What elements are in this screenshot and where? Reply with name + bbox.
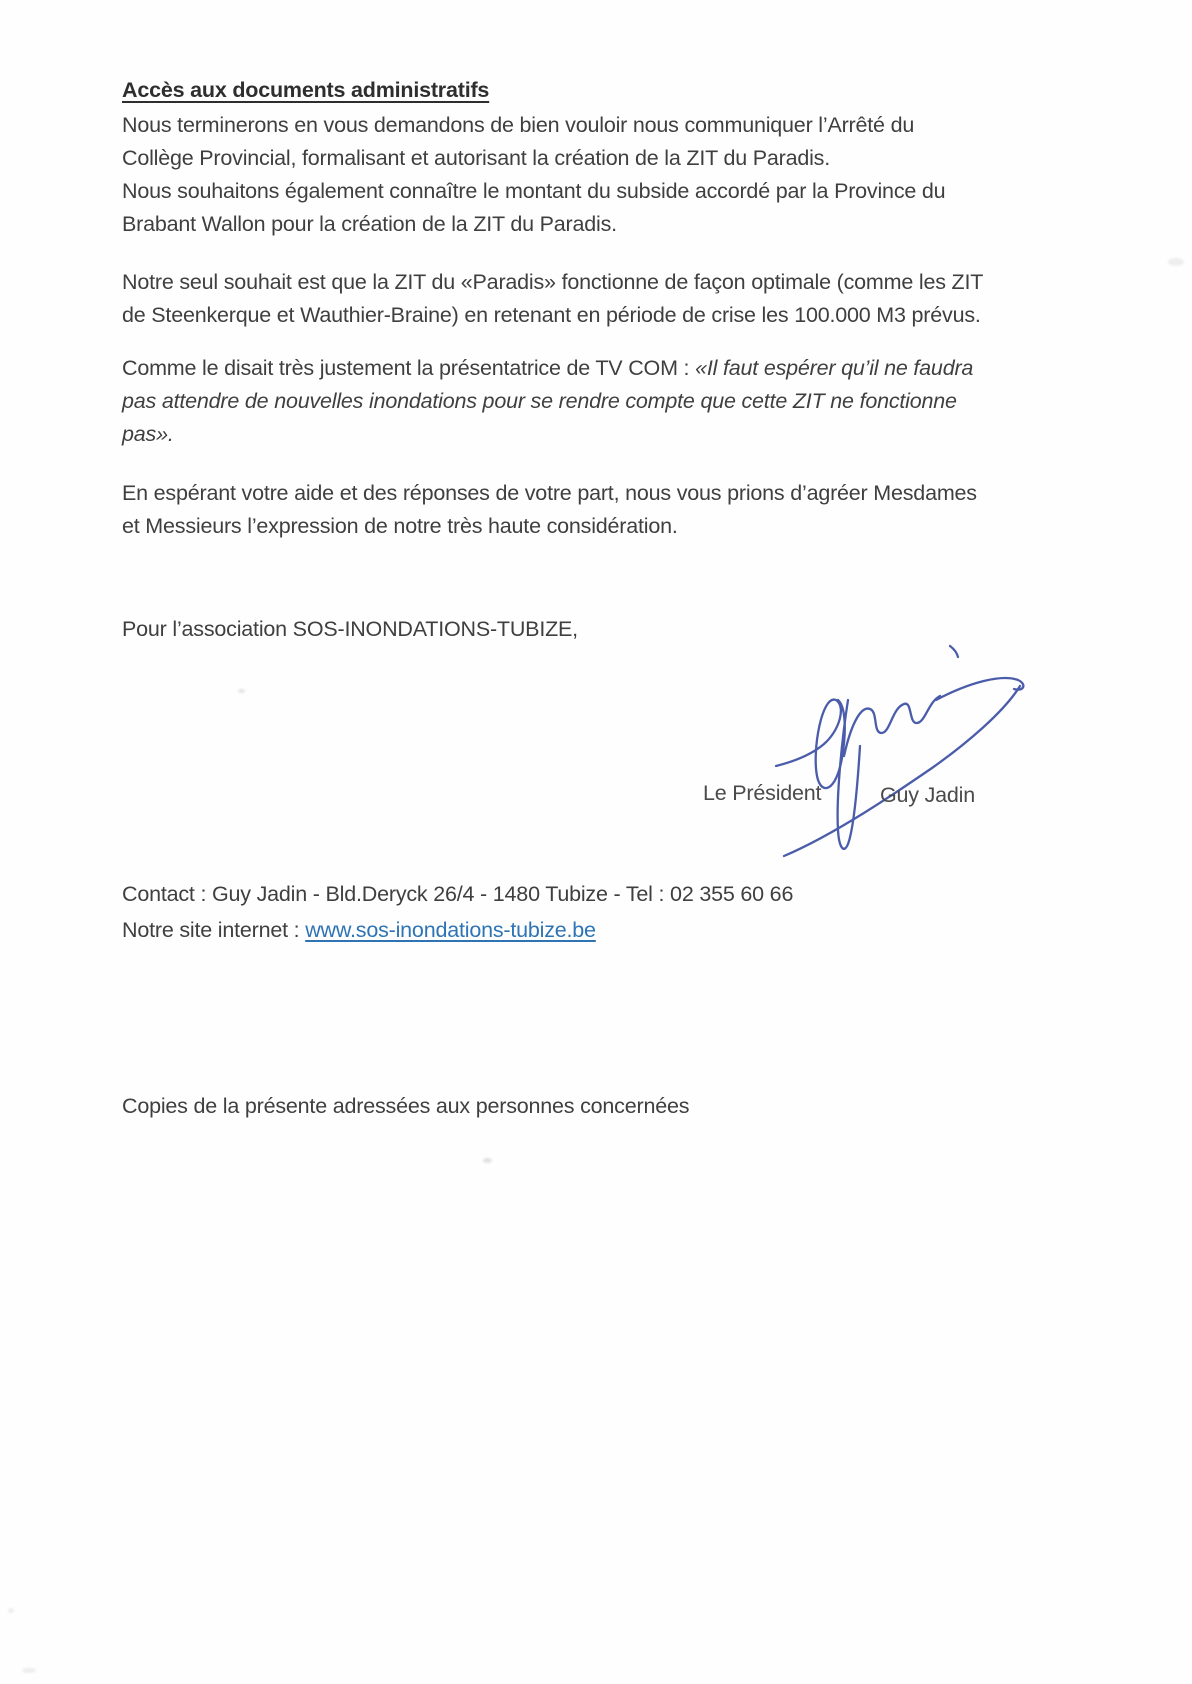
signature-stroke [784, 686, 1020, 856]
handwritten-signature [770, 638, 1030, 866]
signature-stroke [950, 646, 958, 657]
contact-line: Contact : Guy Jadin - Bld.Deryck 26/4 - 1480 Tubize - Tel : 02 355 60 66 [122, 882, 794, 906]
paragraph-tvcom-quote [122, 352, 973, 451]
copies-note: Copies de la présente adressées aux personnes concernées [122, 1094, 690, 1118]
paragraph-line: Collège Provincial, formalisant et autorisant la création de la ZIT du Paradis. [122, 146, 830, 170]
paragraph-line: Nous terminerons en vous demandons de bien vouloir nous communiquer l’Arrêté du [122, 113, 915, 137]
scan-artifact [483, 1158, 492, 1163]
scan-artifact [22, 1668, 36, 1673]
paragraph-zit-wish [122, 266, 983, 332]
paragraph-line: Nous souhaitons également connaître le montant du subside accordé par la Province du [122, 179, 946, 203]
contact-block [122, 878, 793, 947]
section-heading [122, 74, 489, 107]
signature-stroke [776, 700, 845, 789]
paragraph-line: pas». [122, 422, 174, 446]
paragraph-closing-salutation [122, 477, 977, 543]
quote-intro: Comme le disait très justement la présentatrice de TV COM : [122, 356, 696, 380]
scan-artifact [238, 689, 245, 693]
website-link[interactable]: www.sos-inondations-tubize.be [305, 918, 596, 942]
section-heading-text: Accès aux documents administratifs [122, 78, 490, 102]
signature-stroke [844, 696, 940, 756]
paragraph-line: pas attendre de nouvelles inondations pour se rendre compte que cette ZIT ne fonctionne [122, 389, 957, 413]
paragraph-line: Brabant Wallon pour la création de la ZIT du Paradis. [122, 212, 617, 236]
website-line [122, 914, 793, 947]
paragraph-line: En espérant votre aide et des réponses de votre part, nous vous prions d’agréer Mesdames [122, 481, 977, 505]
paragraph-line [122, 352, 973, 385]
president-name: Guy Jadin [880, 783, 976, 807]
quote-italic-part: «Il faut espérer qu’il ne faudra [695, 356, 974, 380]
scan-artifact [1168, 258, 1184, 266]
website-label: Notre site internet : [122, 918, 306, 942]
signature-stroke [936, 678, 1023, 700]
scan-artifact [8, 1608, 14, 1613]
paragraph-line: Notre seul souhait est que la ZIT du «Paradis» fonctionne de façon optimale (comme les ZIT [122, 270, 984, 294]
paragraph-access-documents [122, 109, 945, 241]
paragraph-line: de Steenkerque et Wauthier-Braine) en retenant en période de crise les 100.000 M3 prévus. [122, 303, 981, 327]
paragraph-line: et Messieurs l’expression de notre très haute considération. [122, 514, 678, 538]
president-label: Le Président [703, 781, 822, 805]
association-line: Pour l’association SOS-INONDATIONS-TUBIZE, [122, 617, 578, 641]
